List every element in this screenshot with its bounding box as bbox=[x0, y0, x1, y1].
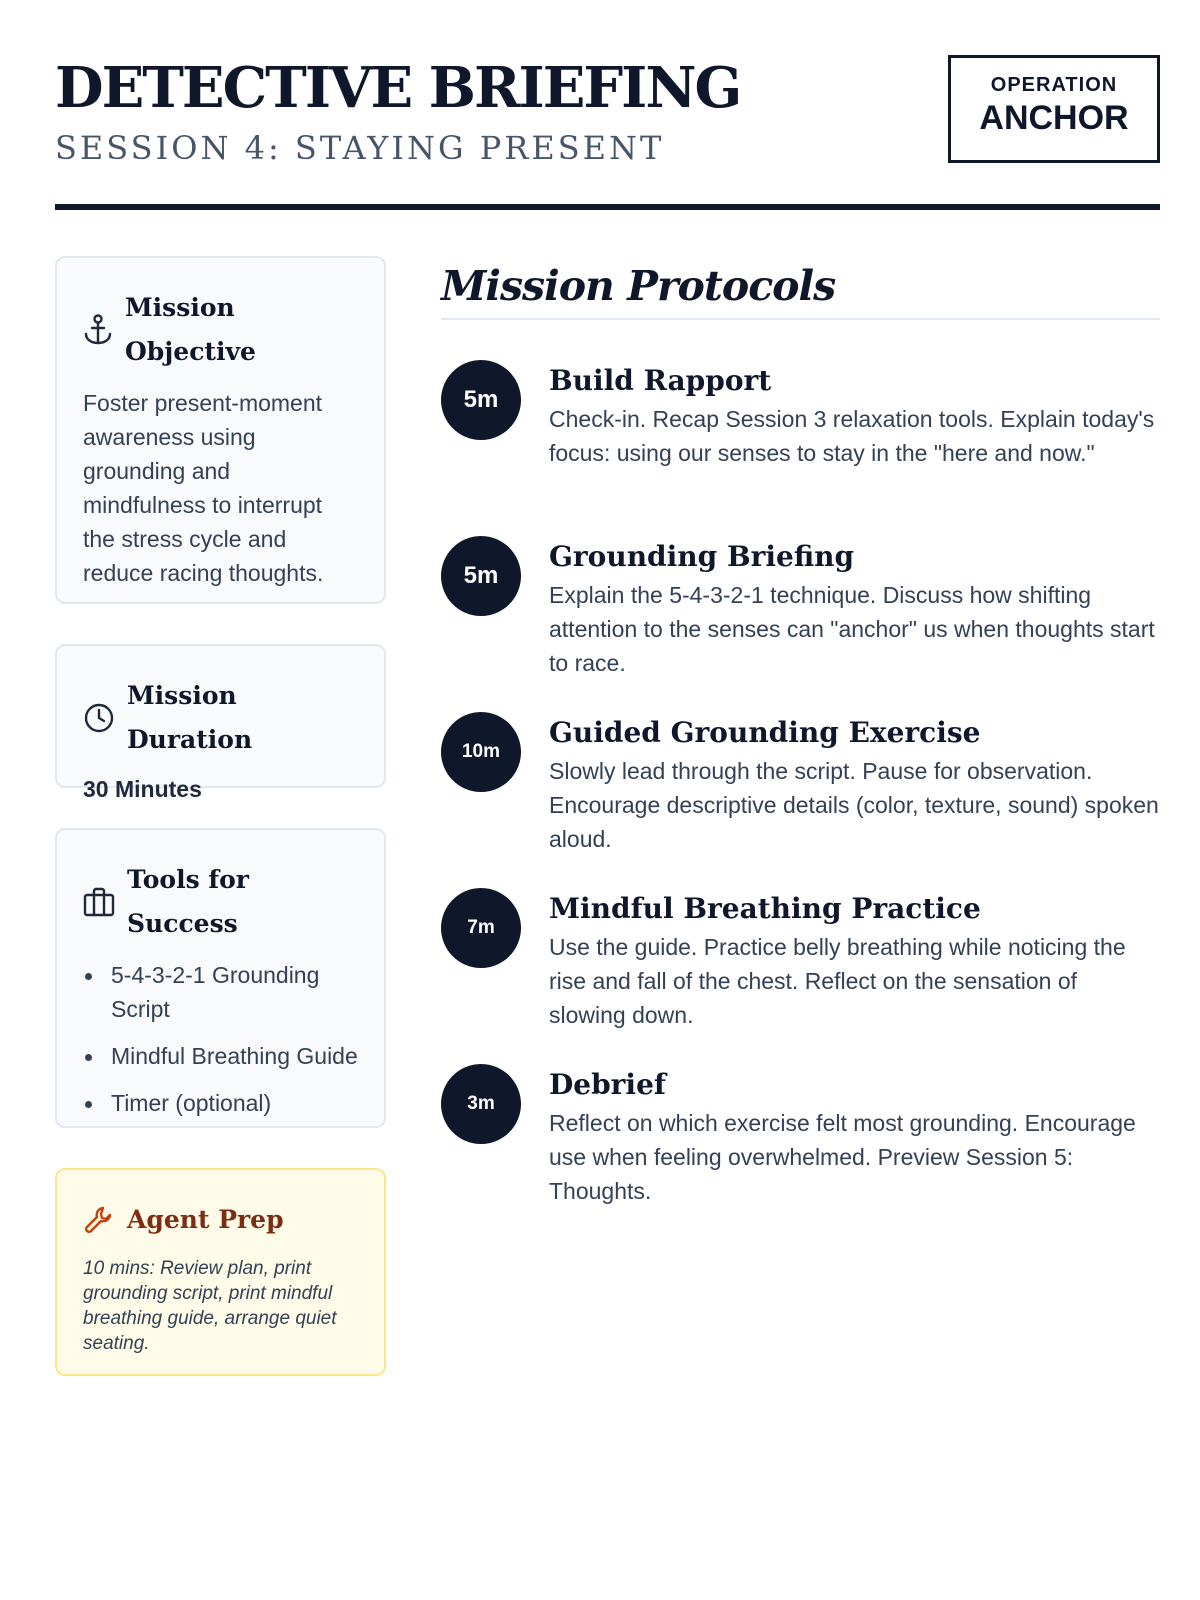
objective-title: Mission Objective bbox=[125, 293, 256, 366]
operation-label: OPERATION bbox=[990, 74, 1118, 96]
step-description: Slowly lead through the script. Pause for observation. Encourage descriptive details (color, texture, sound) spoken aloud. bbox=[549, 758, 1159, 852]
protocol-step bbox=[441, 1064, 1160, 1240]
time-badge: 5m bbox=[441, 360, 521, 440]
time-badge: 3m bbox=[441, 1064, 521, 1144]
list-item: Mindful Breathing Guide bbox=[83, 1039, 358, 1073]
step-title: Build Rapport bbox=[549, 364, 772, 397]
step-title: Debrief bbox=[549, 1068, 666, 1101]
duration-value: 30 Minutes bbox=[83, 776, 202, 802]
wrench-icon bbox=[83, 1204, 115, 1236]
protocol-step bbox=[441, 712, 1160, 888]
briefcase-icon bbox=[83, 887, 115, 917]
agent-prep-text: 10 mins: Review plan, print grounding script, print mindful breathing guide, arrange quiet seating. bbox=[83, 1258, 337, 1354]
protocol-step bbox=[441, 360, 1160, 536]
duration-title: Mission Duration bbox=[127, 681, 253, 754]
page-title: DETECTIVE BRIEFING bbox=[55, 55, 741, 121]
objective-card bbox=[55, 256, 386, 604]
step-title: Grounding Briefing bbox=[549, 540, 855, 573]
mission-protocols bbox=[441, 262, 1160, 1240]
step-description: Reflect on which exercise felt most grounding. Encourage use when feeling overwhelmed. Preview Session 5: Thoughts. bbox=[549, 1110, 1136, 1204]
step-description: Explain the 5-4-3-2-1 technique. Discuss how shifting attention to the senses can "anchor" us when thoughts start to race. bbox=[549, 582, 1155, 676]
tools-title: Tools for Success bbox=[127, 865, 249, 938]
duration-card bbox=[55, 644, 386, 802]
clock-icon bbox=[83, 702, 115, 734]
time-badge: 7m bbox=[441, 888, 521, 968]
step-title: Mindful Breathing Practice bbox=[549, 892, 981, 925]
tools-list bbox=[83, 958, 358, 1120]
operation-badge bbox=[948, 55, 1160, 163]
list-item: 5-4-3-2-1 Grounding Script bbox=[83, 958, 358, 1026]
protocol-step bbox=[441, 888, 1160, 1064]
tools-card bbox=[55, 828, 386, 1128]
agent-prep-card bbox=[55, 1168, 386, 1376]
time-badge: 5m bbox=[441, 536, 521, 616]
agent-prep-title: Agent Prep bbox=[127, 1205, 284, 1234]
time-badge: 10m bbox=[441, 712, 521, 792]
objective-text: Foster present-moment awareness using grounding and mindfulness to interrupt the stress cycle and reduce racing thoughts. bbox=[83, 390, 324, 586]
step-description: Check-in. Recap Session 3 relaxation tools. Explain today's focus: using our senses to stay in the "here and now." bbox=[549, 406, 1155, 466]
operation-name: ANCHOR bbox=[979, 99, 1129, 137]
anchor-icon bbox=[83, 313, 113, 347]
protocols-title: Mission Protocols bbox=[441, 262, 1160, 320]
list-item: Timer (optional) bbox=[83, 1086, 358, 1120]
protocol-step bbox=[441, 536, 1160, 712]
step-title: Guided Grounding Exercise bbox=[549, 716, 981, 749]
step-description: Use the guide. Practice belly breathing while noticing the rise and fall of the chest. Reflect on the sensation of slowing down. bbox=[549, 934, 1126, 1028]
briefing-header bbox=[55, 55, 1160, 210]
session-subtitle: SESSION 4: STAYING PRESENT bbox=[55, 129, 665, 167]
